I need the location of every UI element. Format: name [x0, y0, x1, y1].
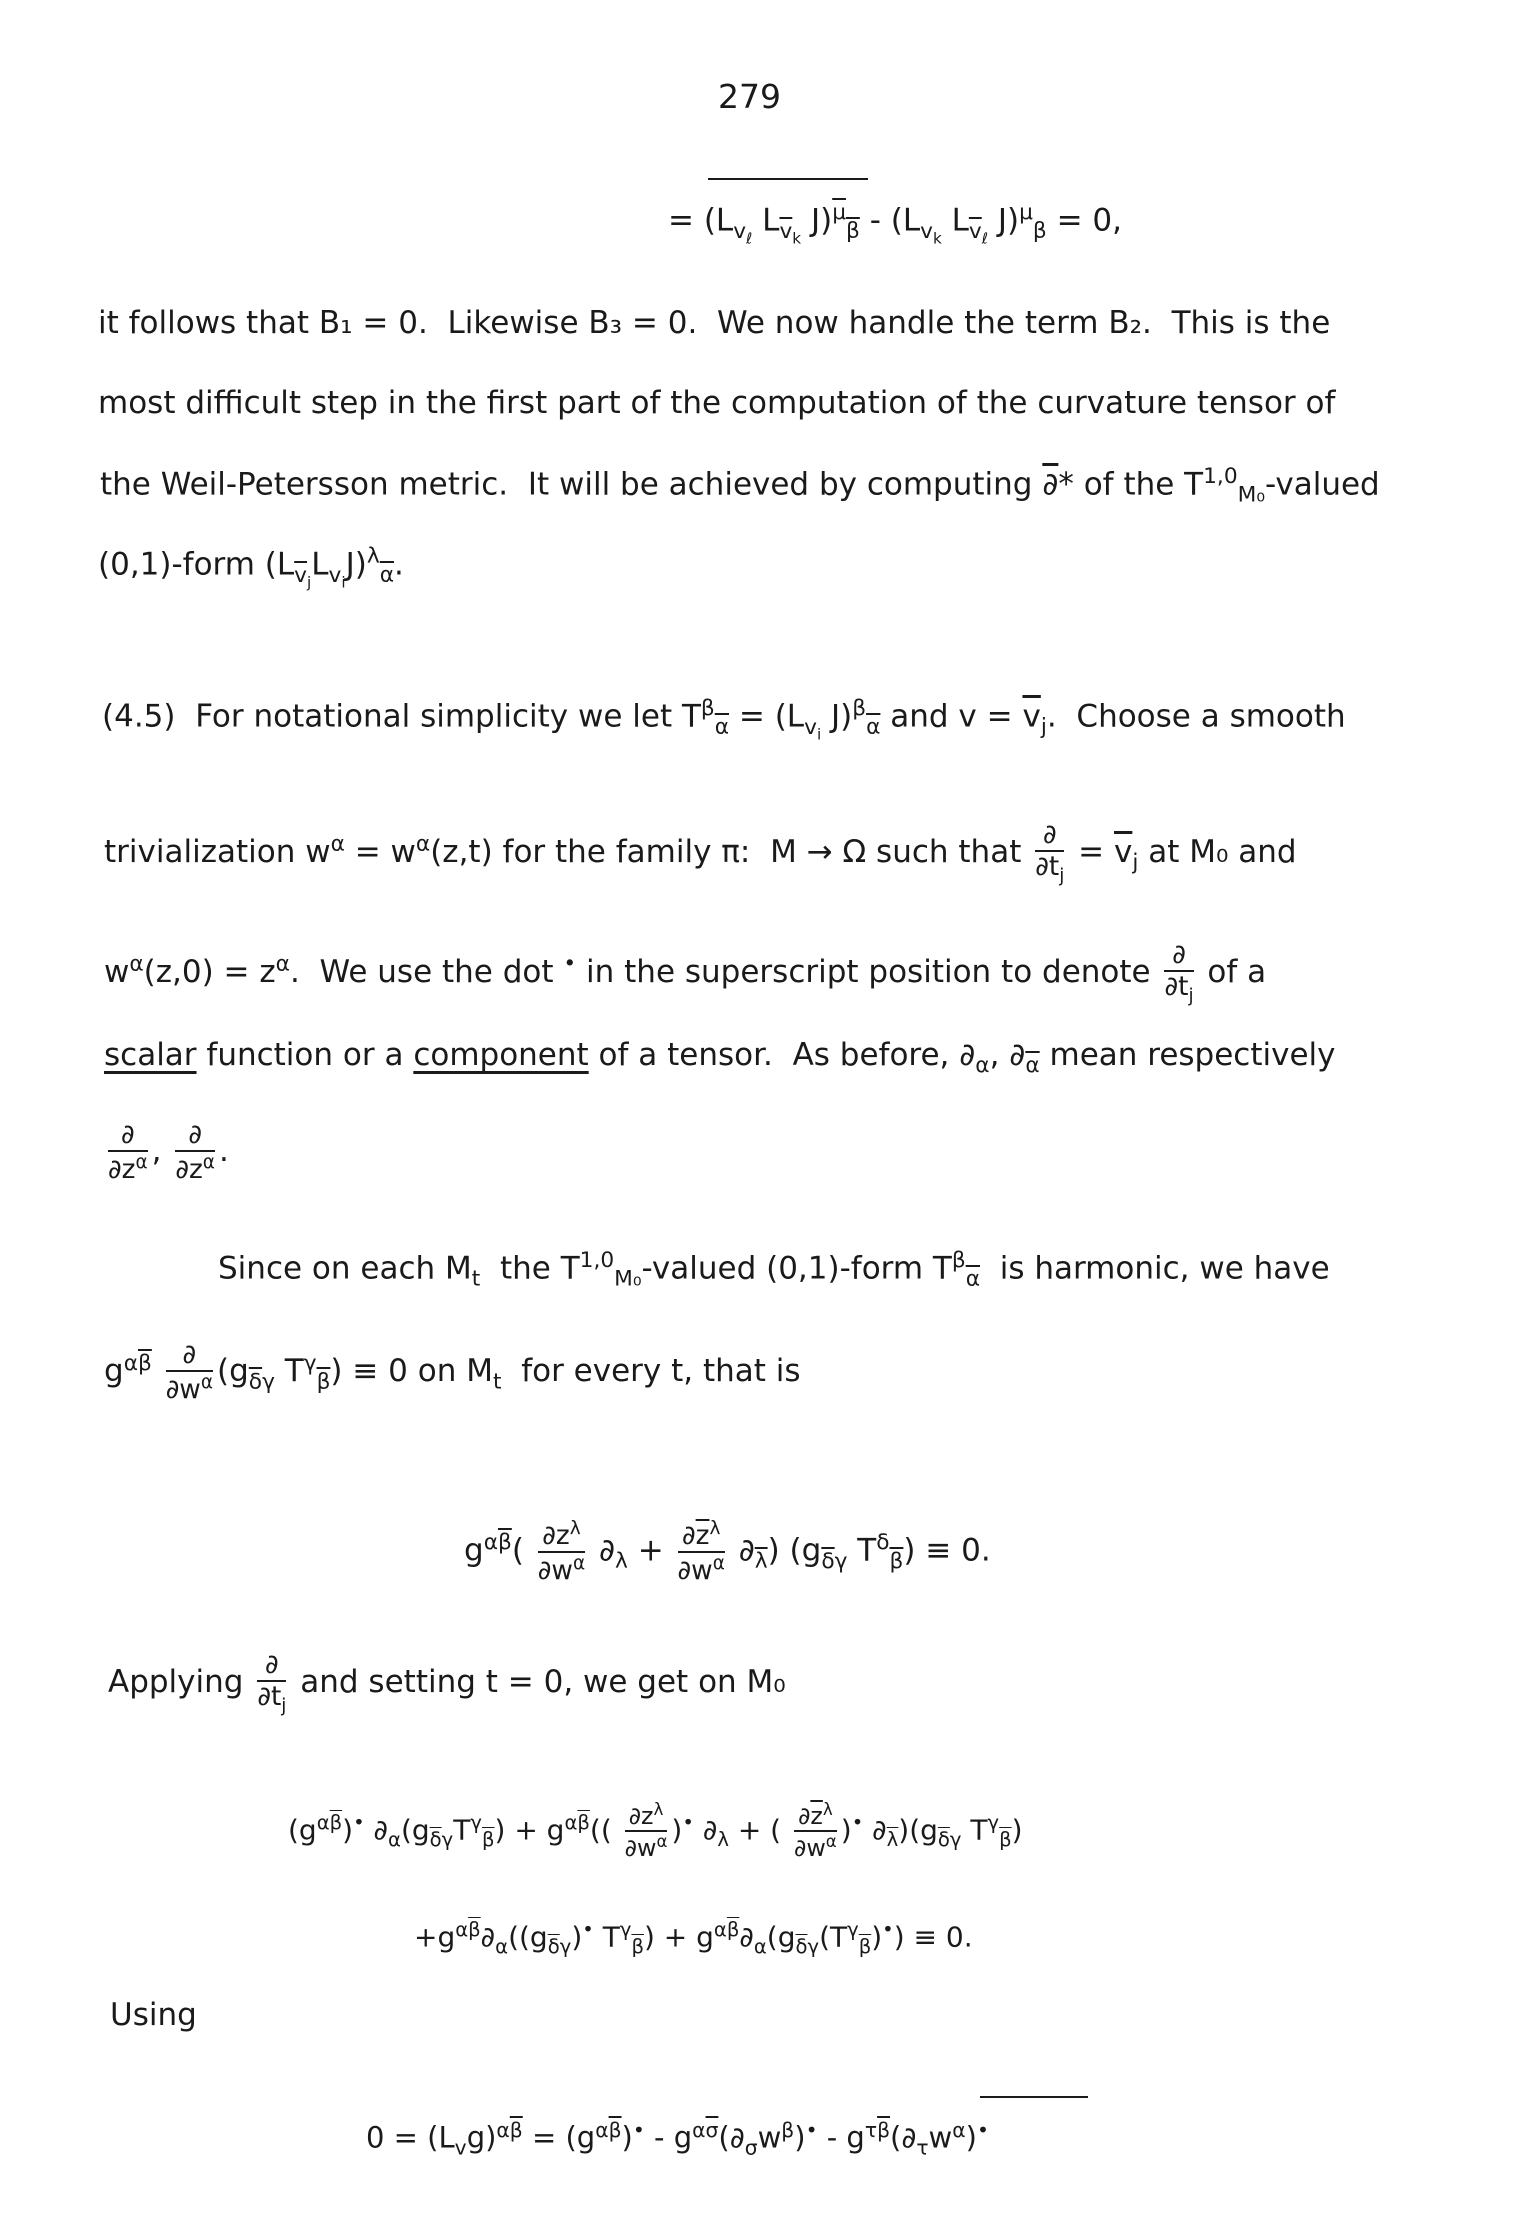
- applying-line: Applying $\frac{\partial}{\partial\overline{t}_j}$ and setting t = 0, we get on M₀: [108, 1650, 786, 1717]
- para2-line2: trivialization $w^\alpha = w^\alpha(z,t)$ for the family π: M → Ω such that $\frac{\partial}{\partial\overline{t}_j}$ = $\overline{v}_j$ at M₀ and: [104, 820, 1297, 887]
- para3-line1: Since on each $M_t$ the T$^{1,0}_{M_0}$-valued (0,1)-form $T^\beta_{\overline{\alpha}}$ is harmonic, we have: [218, 1248, 1330, 1292]
- para2-line4-mid: function or a: [196, 1037, 414, 1073]
- para2-line3: $w^\alpha(z,0) = z^\alpha$. We use the dot • in the superscript position to denote $\frac{\partial}{\partial\overline{t}_j}$ of a: [104, 940, 1267, 1007]
- para1-line1: it follows that B₁ = 0. Likewise B₃ = 0. We now handle the term B₂. This is the: [98, 305, 1331, 341]
- component-underlined: component: [413, 1037, 589, 1073]
- eq-top-overbar: [708, 178, 868, 180]
- eq-bottom-overbar: [980, 2096, 1088, 2098]
- using-label: Using: [110, 1997, 197, 2033]
- para3-line2: $g^{\alpha\overline{\beta}}$ $\frac{\partial}{\partial w^\alpha}$ ($g_{\overline{\delta}\gamma}$ $T^\gamma_{\overline{\beta}}) \equiv 0$ on $M_t$ for every t, that is: [104, 1340, 801, 1406]
- para1-line4: (0,1)-form $(L_{\overline{v}_j}L_{v_i}J)^\lambda_{\overline{\alpha}}$.: [98, 544, 404, 591]
- eq-top: = ($L_{v_\ell}$ $L_{\overline{v}_k}$ $J)^{\overline{\mu}}_{\overline{\beta}} - (L_{v_k}$ $L_{\overline{v}_\ell}$ J)$^\mu_\beta$ = 0,: [668, 200, 1123, 247]
- page-number: 279: [718, 77, 781, 116]
- eq-mid: $g^{\alpha\overline{\beta}}$( $\frac{\partial z^\lambda}{\partial w^\alpha}$ $\partial_\lambda$ + $\frac{\partial\overline{z}^\lambda}{\partial w^\alpha}$ $\partial_{\overline{\lambda}}$) ($g_{\overline{\delta}\gamma}$ $T^\delta_{\overline{\beta}}) \equiv 0$.: [464, 1518, 991, 1586]
- para2-line4: [104, 1037, 1336, 1079]
- eq-bottom: $0 = (L_vg)^{\alpha\overline{\beta}} = (g^{\alpha\overline{\beta}})^• - g^{\alpha\overline{\sigma}}(\partial_\sigma w^\beta)^• - g^{\tau\overline{\beta}}(\partial_\tau w^\alpha)^•$: [366, 2118, 989, 2160]
- para2-line5: $\frac{\partial}{\partial z^\alpha}$ , $\frac{\partial}{\partial z^{\overline{\alpha}}}$ .: [108, 1120, 229, 1186]
- eq-big-line1: $(g^{\alpha\overline{\beta}})^•$ $\partial_\alpha(g_{\overline{\delta}\gamma}T^\gamma_{\overline{\beta}}) + g^{\alpha\overline{\beta}}$(( $\frac{\partial z^\lambda}{\partial w^\alpha}$ )• $\partial_\lambda$ + ( $\frac{\partial\overline{z}^\lambda}{\partial w^\alpha}$ )• $\partial_{\overline{\lambda}})(g_{\overline{\delta}\gamma}$ $T^\gamma_{\overline{\beta}}$): [288, 1800, 1023, 1863]
- para1-line3: the Weil-Petersson metric. It will be achieved by computing ∂* of the T$^{1,0}_{M_0}$-valued: [100, 464, 1380, 508]
- para2-line4-rest: of a tensor. As before, $\partial_\alpha$, $\partial_{\overline{\alpha}}$ mean respectively: [588, 1037, 1336, 1079]
- para2-line1: (4.5) For notational simplicity we let $T^\beta_{\overline{\alpha}} = (L_{v_i}$ J)$^\beta_{\overline{\alpha}}$ and $v = \overline{v}_j$. Choose a smooth: [102, 696, 1346, 743]
- eq-big-line2: $+g^{\alpha\overline{\beta}}\partial_\alpha((g_{\overline{\delta}\gamma})^•$ $T^\gamma_{\overline{\beta}}) + g^{\alpha\overline{\beta}}\partial_\alpha(g_{\overline{\delta}\gamma}(T^\gamma_{\overline{\beta}})^•) \equiv 0$.: [414, 1918, 973, 1958]
- para1-line2: most difficult step in the first part of the computation of the curvature tensor of: [98, 385, 1336, 421]
- scalar-underlined: scalar: [104, 1037, 197, 1073]
